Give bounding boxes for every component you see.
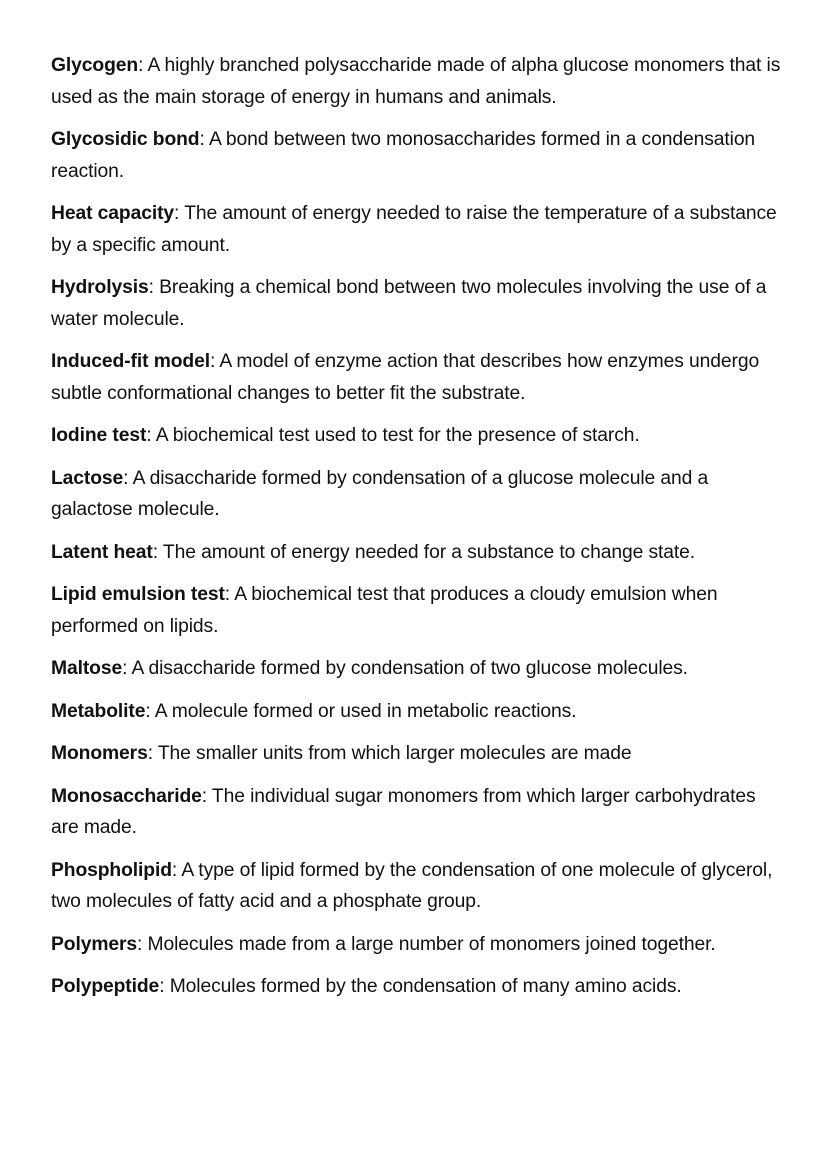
glossary-entry <box>51 653 784 685</box>
glossary-entry <box>51 971 784 1003</box>
glossary-term: Glycosidic bond <box>51 129 200 150</box>
glossary-term: Lactose <box>51 467 124 489</box>
glossary-definition: : A disaccharide formed by condensation of a glucose molecule and a galactose molecule. <box>51 467 709 520</box>
glossary-definition: : The smaller units from which larger molecules are made <box>147 743 632 764</box>
glossary-term: Metabolite <box>51 700 146 722</box>
glossary-definition: : A type of lipid formed by the condensation of one molecule of glycerol, two molecules of fatty acid and a phosphate group. <box>51 859 773 912</box>
glossary-definition: : Molecules made from a large number of monomers joined together. <box>137 933 716 955</box>
glossary-entry <box>51 738 784 770</box>
glossary-entry <box>51 198 784 261</box>
glossary-definition: : The amount of energy needed to raise the temperature of a substance by a specific amount. <box>51 203 777 256</box>
glossary-term: Polymers <box>51 933 138 955</box>
glossary-definition: : A bond between two monosaccharides formed in a condensation reaction. <box>51 129 756 182</box>
glossary-entry <box>51 781 784 844</box>
glossary-entry <box>51 696 784 728</box>
glossary-term: Heat capacity <box>51 203 175 224</box>
glossary-definition: : The individual sugar monomers from which larger carbohydrates are made. <box>51 785 756 838</box>
glossary-entry <box>51 420 784 452</box>
glossary-term: Lipid emulsion test <box>51 584 225 605</box>
glossary-definition: : The amount of energy needed for a substance to change state. <box>152 541 696 563</box>
glossary-definition: : Molecules formed by the condensation of many amino acids. <box>159 976 682 997</box>
glossary-term: Induced-fit model <box>51 351 210 372</box>
glossary-definition: : Breaking a chemical bond between two molecules involving the use of a water molecule. <box>51 277 767 330</box>
glossary-definition: : A disaccharide formed by condensation of two glucose molecules. <box>122 658 688 679</box>
glossary-term: Polypeptide <box>51 976 160 997</box>
glossary-definition: : A model of enzyme action that describes how enzymes undergo subtle conformational changes to better fit the substrate. <box>51 351 760 404</box>
glossary-definition: : A highly branched polysaccharide made of alpha glucose monomers that is used as the main storage of energy in humans and animals. <box>51 55 781 108</box>
glossary-term: Latent heat <box>51 541 153 563</box>
glossary-definition: : A biochemical test used to test for the presence of starch. <box>146 425 640 446</box>
glossary-list <box>51 50 784 1003</box>
glossary-entry <box>51 929 784 961</box>
glossary-term: Phospholipid <box>51 859 172 881</box>
glossary-term: Monomers <box>51 743 148 764</box>
glossary-term: Maltose <box>51 658 123 679</box>
glossary-entry <box>51 272 784 335</box>
glossary-entry <box>51 124 784 187</box>
glossary-definition: : A molecule formed or used in metabolic reactions. <box>145 700 577 722</box>
glossary-entry <box>51 50 784 113</box>
glossary-term: Monosaccharide <box>51 785 202 807</box>
glossary-term: Glycogen <box>51 55 139 76</box>
glossary-entry <box>51 346 784 409</box>
glossary-entry <box>51 579 784 642</box>
glossary-term: Hydrolysis <box>51 277 149 298</box>
glossary-definition: : A biochemical test that produces a cloudy emulsion when performed on lipids. <box>51 584 718 637</box>
glossary-entry <box>51 463 784 526</box>
glossary-entry <box>51 537 784 569</box>
glossary-term: Iodine test <box>51 425 147 446</box>
glossary-entry <box>51 855 784 918</box>
